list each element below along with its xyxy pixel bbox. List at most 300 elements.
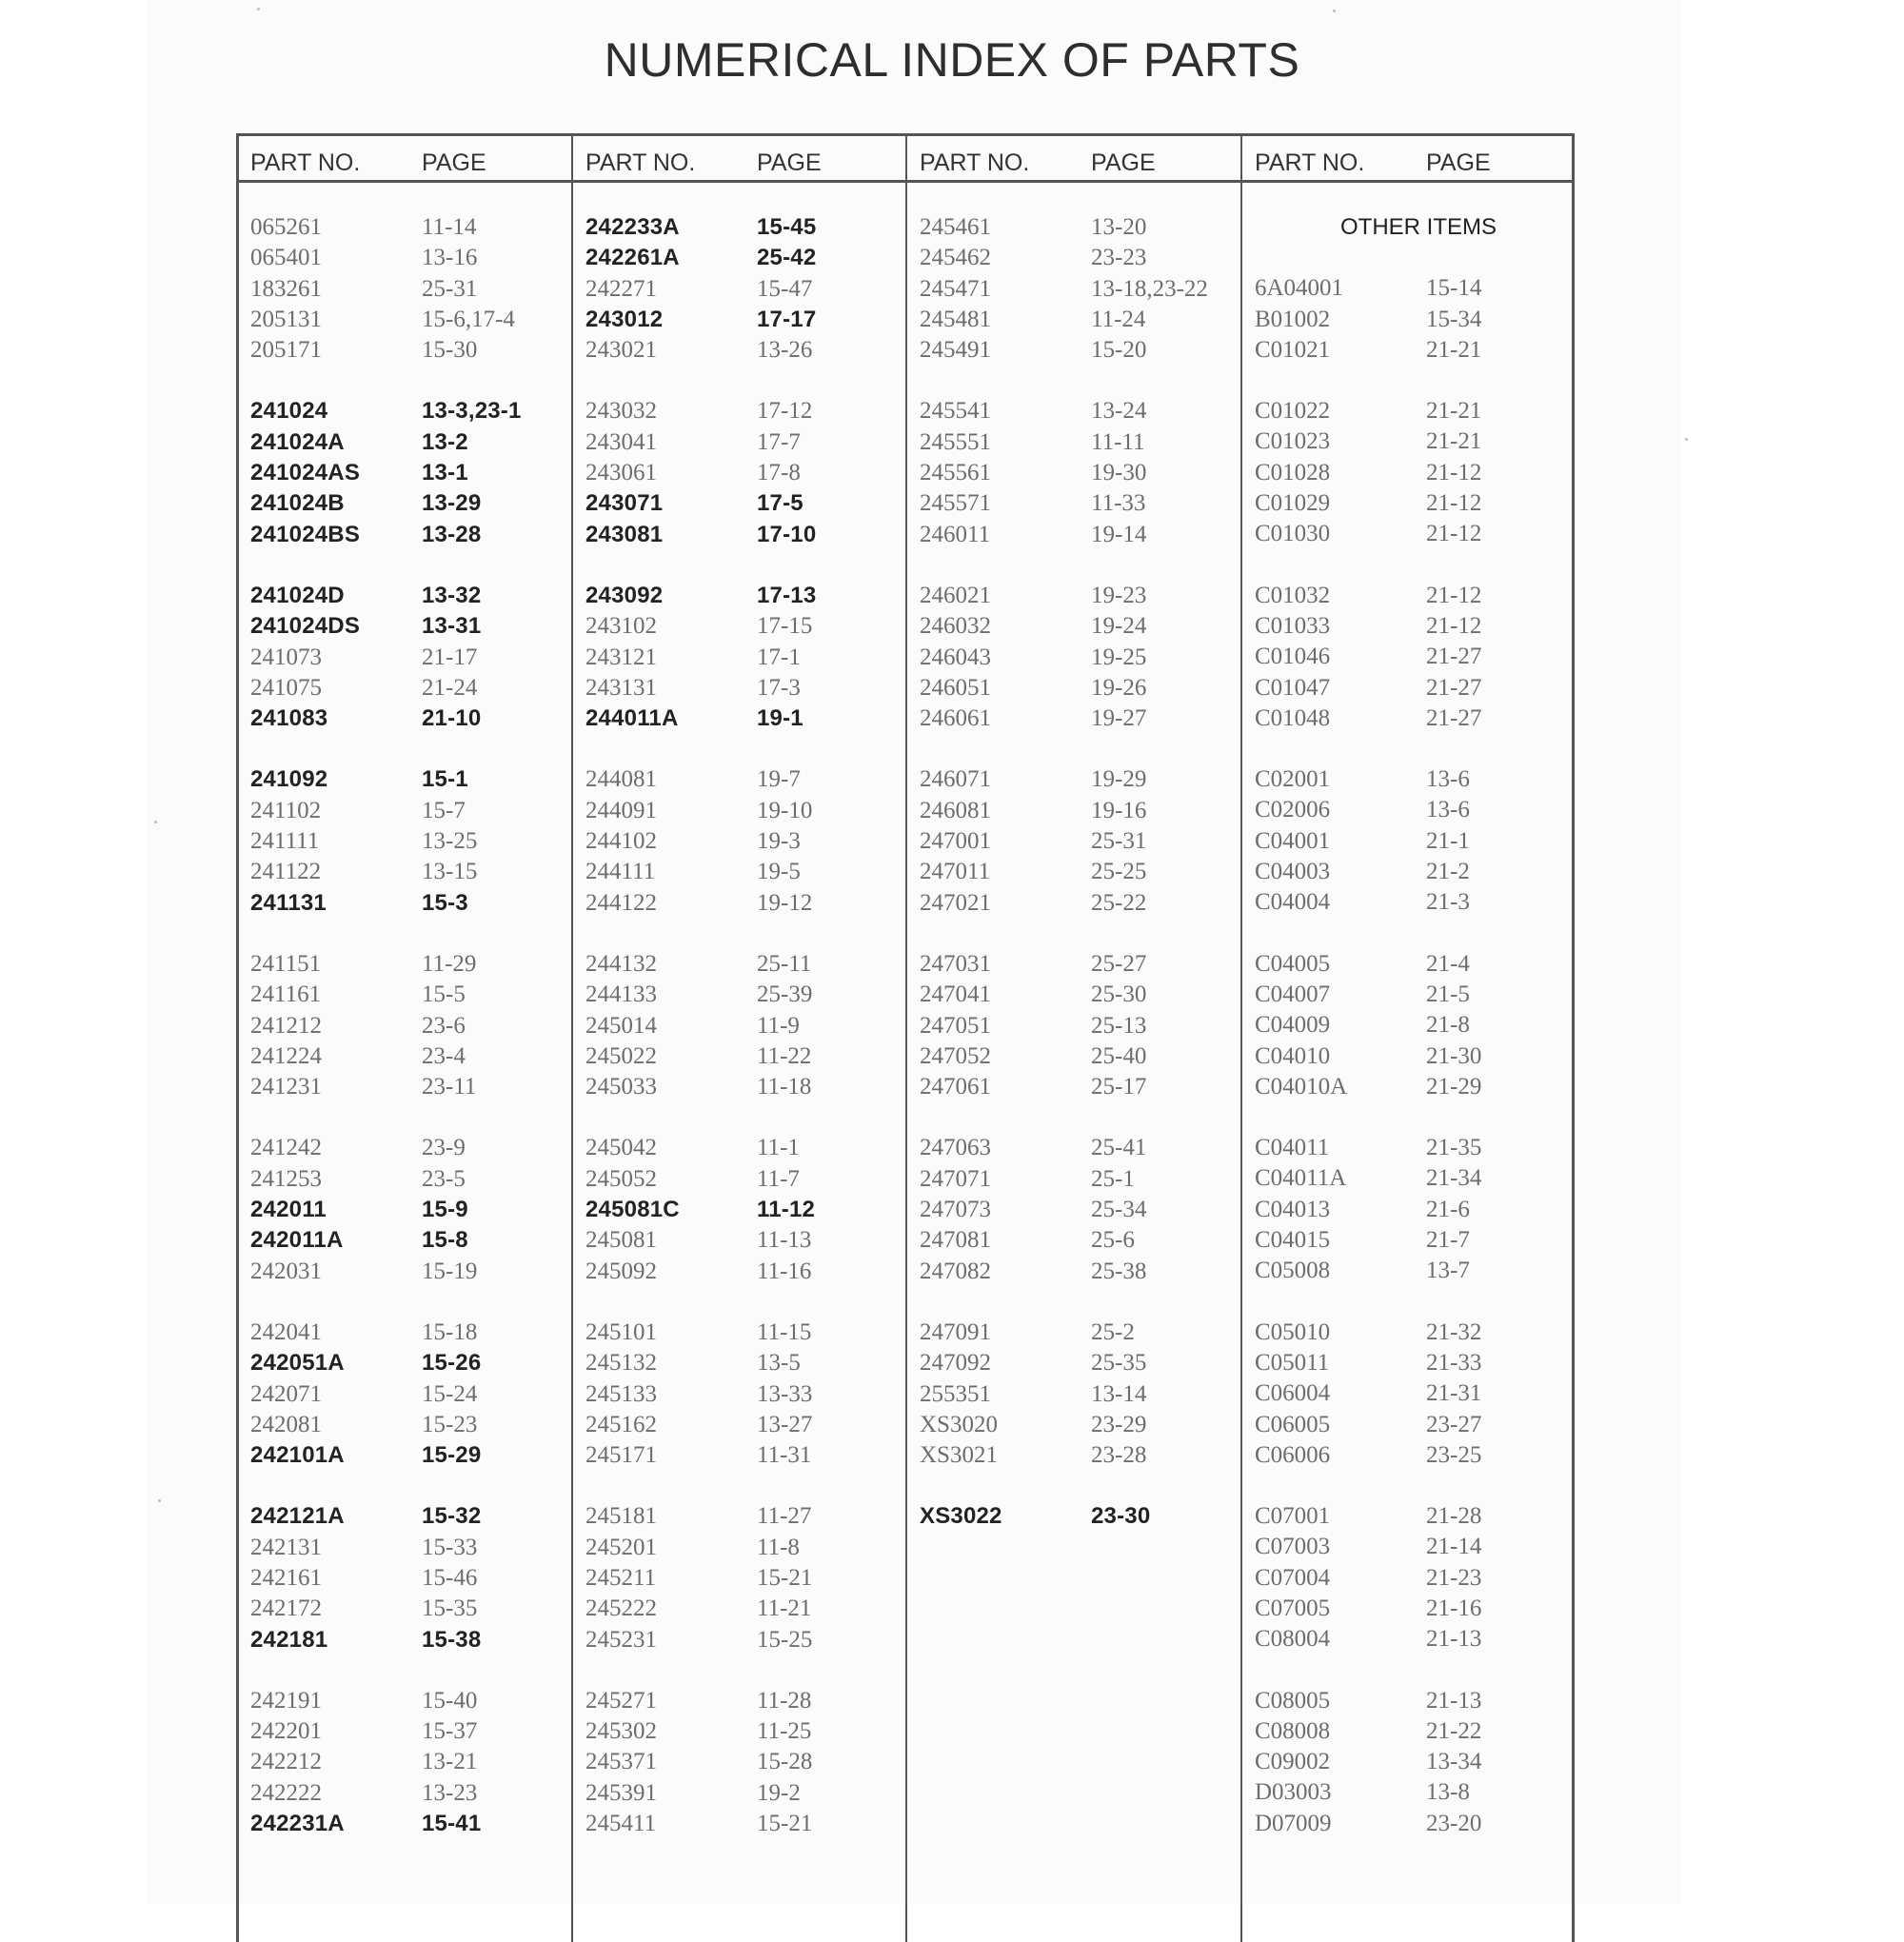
part-number: 241024AS: [250, 460, 361, 486]
page-ref: 25-17: [1091, 1074, 1147, 1100]
part-number: 241075: [250, 674, 322, 701]
page-ref: 21-22: [1426, 1717, 1482, 1744]
part-no-header: PART NO.: [585, 149, 696, 176]
part-number: 247092: [920, 1350, 991, 1377]
page-ref: 13-16: [422, 245, 478, 271]
page-ref: 19-2: [757, 1779, 801, 1806]
part-number: C04011A: [1255, 1165, 1347, 1192]
page-ref: 23-23: [1091, 245, 1147, 271]
page-ref: 11-7: [757, 1165, 800, 1192]
page-ref: 13-6: [1426, 766, 1470, 793]
part-number: 245491: [920, 337, 991, 364]
row-group: [1255, 398, 1497, 551]
page-header: PAGE: [1091, 149, 1156, 176]
part-number: 247071: [920, 1165, 991, 1192]
part-number: C07004: [1255, 1564, 1331, 1591]
page-ref: 13-20: [1091, 214, 1147, 240]
part-number: 245092: [585, 1258, 657, 1284]
page-ref: 15-3: [422, 889, 468, 916]
page-ref: 13-28: [422, 521, 482, 547]
part-number: 244102: [585, 828, 657, 855]
page-ref: 23-27: [1426, 1411, 1482, 1437]
page-ref: 11-16: [757, 1258, 812, 1284]
page-ref: 15-25: [757, 1626, 813, 1653]
page-ref: 11-18: [757, 1074, 812, 1100]
page-ref: 13-1: [422, 460, 468, 486]
part-number: 242222: [250, 1779, 322, 1806]
part-number: 245551: [920, 428, 991, 455]
part-number: 242081: [250, 1411, 322, 1437]
page-ref: 11-9: [757, 1012, 800, 1039]
index-row: [1255, 981, 1497, 1012]
part-number: 245052: [585, 1165, 657, 1192]
index-row: [1255, 1412, 1497, 1442]
row-group: [1255, 1688, 1497, 1841]
part-number: 247011: [920, 859, 991, 885]
index-row: [1255, 1749, 1497, 1779]
page-ref: 25-13: [1091, 1012, 1147, 1039]
index-row: [1255, 1319, 1497, 1350]
page-ref: 15-20: [1091, 337, 1147, 364]
page-ref: 23-4: [422, 1042, 466, 1069]
part-number: 247091: [920, 1318, 991, 1345]
column-divider: [905, 136, 907, 1942]
page-header: PAGE: [757, 149, 822, 176]
part-number: 246043: [920, 644, 991, 670]
part-number: C01028: [1255, 459, 1331, 486]
page-ref: 19-5: [757, 859, 801, 885]
index-row: [1255, 1534, 1497, 1564]
part-number: 241161: [250, 981, 322, 1008]
page-ref: 25-6: [1091, 1227, 1135, 1254]
page-ref: 15-45: [757, 214, 817, 240]
column-divider: [571, 136, 573, 1942]
page-ref: 19-14: [1091, 521, 1147, 547]
part-number: B01002: [1255, 306, 1331, 332]
part-number: C04011: [1255, 1135, 1330, 1161]
part-number: XS3022: [920, 1503, 1002, 1530]
part-number: 245211: [585, 1564, 657, 1591]
part-number: C04005: [1255, 950, 1331, 977]
part-number: C06004: [1255, 1380, 1331, 1407]
page-ref: 17-17: [757, 306, 817, 332]
page-ref: 23-25: [1426, 1441, 1482, 1468]
index-row: [1255, 889, 1497, 920]
page-ref: 21-12: [1426, 521, 1482, 547]
part-number: 242231A: [250, 1811, 345, 1837]
page-ref: 11-31: [757, 1442, 812, 1469]
part-number: 245101: [585, 1318, 657, 1345]
page-ref: 21-33: [1426, 1349, 1482, 1376]
part-number: C04015: [1255, 1227, 1331, 1254]
page-ref: 21-3: [1426, 889, 1470, 916]
part-number: 245022: [585, 1042, 657, 1069]
part-number: 241073: [250, 644, 322, 670]
page-ref: 11-25: [757, 1718, 812, 1745]
index-row: [1255, 1380, 1497, 1411]
part-number: 247001: [920, 828, 991, 855]
page-ref: 15-37: [422, 1718, 478, 1745]
page-ref: 19-29: [1091, 766, 1147, 793]
index-row: [1255, 398, 1497, 428]
part-number: 241083: [250, 705, 328, 732]
part-number: C04007: [1255, 981, 1331, 1007]
part-number: 246051: [920, 674, 991, 701]
part-number: C01023: [1255, 428, 1331, 455]
page-ref: 13-15: [422, 859, 478, 885]
part-number: 246011: [920, 521, 991, 547]
page-ref: 23-28: [1091, 1442, 1147, 1469]
part-number: 245033: [585, 1074, 657, 1100]
part-number: 244133: [585, 981, 657, 1008]
page-ref: 13-6: [1426, 797, 1470, 823]
part-number: 245391: [585, 1779, 657, 1806]
page-ref: 15-28: [757, 1749, 813, 1775]
part-number: C01029: [1255, 490, 1331, 517]
part-number: 247052: [920, 1042, 991, 1069]
page-ref: 21-13: [1426, 1626, 1482, 1653]
page-ref: 15-35: [422, 1595, 478, 1622]
part-number: C04009: [1255, 1012, 1331, 1039]
scan-speck: [257, 8, 260, 10]
page-ref: 21-4: [1426, 950, 1470, 977]
page-ref: 15-40: [422, 1687, 478, 1714]
page-ref: 21-21: [1426, 336, 1482, 363]
part-number: 243131: [585, 674, 657, 701]
part-number: C01032: [1255, 582, 1331, 608]
page-ref: 25-41: [1091, 1135, 1147, 1161]
page-ref: 21-21: [1426, 428, 1482, 455]
part-number: 242172: [250, 1595, 322, 1622]
page-ref: 21-12: [1426, 582, 1482, 608]
page-ref: 13-32: [422, 582, 482, 608]
part-number: C01021: [1255, 336, 1331, 363]
row-group: [1255, 1135, 1497, 1288]
part-number: 241131: [250, 889, 327, 916]
part-number: C05011: [1255, 1349, 1330, 1376]
page-ref: 11-15: [757, 1318, 812, 1345]
part-number: XS3021: [920, 1442, 998, 1469]
page-ref: 21-34: [1426, 1165, 1482, 1192]
page-ref: 21-27: [1426, 704, 1482, 731]
page-ref: 21-27: [1426, 644, 1482, 670]
part-number: 065261: [250, 214, 322, 240]
index-row: [1255, 275, 1497, 306]
part-number: 242071: [250, 1380, 322, 1407]
page-ref: 19-12: [757, 889, 813, 916]
page-ref: 15-1: [422, 766, 468, 793]
page-ref: 13-26: [757, 337, 813, 364]
index-row: [1255, 613, 1497, 644]
page-ref: 11-29: [422, 950, 477, 977]
page-ref: 21-23: [1426, 1564, 1482, 1591]
page-ref: 13-24: [1091, 398, 1147, 425]
page-ref: 23-30: [1091, 1503, 1151, 1530]
part-no-header: PART NO.: [250, 149, 361, 176]
part-number: 247041: [920, 981, 991, 1008]
part-number: 241151: [250, 950, 322, 977]
index-row: [1255, 1197, 1497, 1227]
index-row: [1255, 1811, 1497, 1841]
page-ref: 19-26: [1091, 674, 1147, 701]
page-ref: 15-38: [422, 1626, 482, 1653]
part-number: 246071: [920, 766, 991, 793]
part-number: 245201: [585, 1534, 657, 1560]
part-number: C01030: [1255, 521, 1331, 547]
page-ref: 11-33: [1091, 490, 1146, 517]
page-ref: 25-11: [757, 950, 812, 977]
row-group: [1255, 583, 1497, 736]
part-number: 242181: [250, 1626, 328, 1653]
index-row: [1255, 1350, 1497, 1380]
part-number: 243061: [585, 460, 657, 486]
page-ref: 21-7: [1426, 1227, 1470, 1254]
page-ref: 21-10: [422, 705, 482, 732]
part-number: C01046: [1255, 644, 1331, 670]
part-number: 244091: [585, 797, 657, 823]
part-number: 243092: [585, 582, 664, 608]
other-items-heading: OTHER ITEMS: [1340, 214, 1497, 240]
part-number: 245471: [920, 275, 991, 302]
part-number: C08004: [1255, 1626, 1331, 1653]
index-row: [1255, 766, 1497, 797]
page-ref: 17-8: [757, 460, 801, 486]
part-number: 241224: [250, 1042, 322, 1069]
part-number: C06006: [1255, 1441, 1331, 1468]
header-rule: [239, 180, 1572, 183]
page-ref: 13-29: [422, 490, 482, 517]
scan-speck: [1333, 10, 1336, 12]
row-group: [1255, 275, 1497, 367]
part-number: 245081C: [585, 1197, 680, 1223]
index-row: [1255, 490, 1497, 521]
part-number: C04010A: [1255, 1073, 1348, 1100]
part-number: 243032: [585, 398, 657, 425]
part-number: 241024B: [250, 490, 345, 517]
page-ref: 11-28: [757, 1687, 812, 1714]
page-title: NUMERICAL INDEX OF PARTS: [604, 33, 1300, 87]
part-number: 243121: [585, 644, 657, 670]
part-number: C08008: [1255, 1717, 1331, 1744]
part-number: 245081: [585, 1227, 657, 1254]
index-row: [1255, 1258, 1497, 1288]
page-ref: 13-34: [1426, 1749, 1482, 1775]
index-row: [1255, 1565, 1497, 1595]
part-number: C07003: [1255, 1534, 1331, 1560]
part-number: 243081: [585, 521, 664, 547]
column-divider: [1240, 136, 1242, 1942]
page-ref: 11-11: [1091, 428, 1145, 455]
part-number: 245481: [920, 306, 991, 332]
page-ref: 21-32: [1426, 1318, 1482, 1345]
part-number: 244122: [585, 889, 657, 916]
page-ref: 11-8: [757, 1534, 800, 1560]
page-ref: 23-20: [1426, 1810, 1482, 1836]
part-no-header: PART NO.: [920, 149, 1030, 176]
page-ref: 25-34: [1091, 1197, 1147, 1223]
part-number: 245302: [585, 1718, 657, 1745]
page-ref: 21-12: [1426, 612, 1482, 639]
part-number: C04010: [1255, 1042, 1331, 1069]
page-ref: 21-29: [1426, 1073, 1482, 1100]
page-ref: 11-1: [757, 1135, 800, 1161]
page-ref: 19-10: [757, 797, 813, 823]
page-ref: 15-7: [422, 797, 466, 823]
index-row: [1255, 521, 1497, 551]
part-number: 242233A: [585, 214, 680, 240]
page-ref: 17-15: [757, 613, 813, 640]
part-number: 241122: [250, 859, 322, 885]
part-number: 247081: [920, 1227, 991, 1254]
part-number: 243041: [585, 428, 657, 455]
part-number: 241102: [250, 797, 322, 823]
page-ref: 13-2: [422, 428, 468, 455]
page-ref: 15-30: [422, 337, 478, 364]
page-ref: 25-31: [422, 275, 478, 302]
part-number: C05010: [1255, 1318, 1331, 1345]
part-number: 246061: [920, 705, 991, 732]
index-row: [1255, 797, 1497, 827]
page-ref: 21-31: [1426, 1380, 1482, 1407]
part-number: 242212: [250, 1749, 322, 1775]
page-ref: 13-18,23-22: [1091, 275, 1208, 302]
page-ref: 13-8: [1426, 1779, 1470, 1806]
page-ref: 25-31: [1091, 828, 1147, 855]
page-ref: 11-12: [757, 1197, 816, 1223]
index-row: [1255, 428, 1497, 459]
page-ref: 11-14: [422, 214, 477, 240]
page-ref: 21-5: [1426, 981, 1470, 1007]
part-number: 065401: [250, 245, 322, 271]
scan-speck: [154, 821, 157, 823]
part-number: 242131: [250, 1534, 322, 1560]
page-ref: 19-7: [757, 766, 801, 793]
page-ref: 21-12: [1426, 459, 1482, 486]
part-number: 245222: [585, 1595, 657, 1622]
page-ref: 19-16: [1091, 797, 1147, 823]
page-ref: 21-2: [1426, 859, 1470, 885]
page-ref: 15-47: [757, 275, 813, 302]
page-ref: 25-30: [1091, 981, 1147, 1008]
part-number: 241231: [250, 1074, 322, 1100]
part-number: C09002: [1255, 1749, 1331, 1775]
part-number: 245571: [920, 490, 991, 517]
part-number: 247073: [920, 1197, 991, 1223]
part-number: XS3020: [920, 1411, 998, 1437]
page-ref: 13-27: [757, 1411, 813, 1437]
part-number: 242191: [250, 1687, 322, 1714]
part-number: 245181: [585, 1503, 657, 1530]
index-column: [1255, 214, 1497, 1872]
part-number: 242271: [585, 275, 657, 302]
part-number: 247082: [920, 1258, 991, 1284]
index-row: [1255, 1074, 1497, 1104]
scan-speck: [1685, 438, 1688, 441]
part-number: 244011A: [585, 705, 679, 732]
page-ref: 13-5: [757, 1350, 801, 1377]
part-number: 245171: [585, 1442, 657, 1469]
part-no-header: PART NO.: [1255, 149, 1365, 176]
index-row: [1255, 1718, 1497, 1749]
page-header: PAGE: [422, 149, 486, 176]
part-number: C02001: [1255, 766, 1331, 793]
index-row: [1255, 1165, 1497, 1196]
page-ref: 15-5: [422, 981, 466, 1008]
page-ref: 25-1: [1091, 1165, 1135, 1192]
page-ref: 21-8: [1426, 1012, 1470, 1039]
part-number: 245042: [585, 1135, 657, 1161]
part-number: 246021: [920, 582, 991, 608]
part-number: 241242: [250, 1135, 322, 1161]
page-ref: 15-41: [422, 1811, 482, 1837]
index-row: [1255, 583, 1497, 613]
page-ref: 25-22: [1091, 889, 1147, 916]
page-ref: 21-30: [1426, 1042, 1482, 1069]
parts-index-table: [236, 133, 1575, 1942]
part-number: 247031: [920, 950, 991, 977]
part-number: 242011: [250, 1197, 327, 1223]
index-row: [1255, 644, 1497, 674]
part-number: 247021: [920, 889, 991, 916]
page-ref: 21-35: [1426, 1135, 1482, 1161]
page-ref: 23-6: [422, 1012, 466, 1039]
page-header: PAGE: [1426, 149, 1491, 176]
page-ref: 15-21: [757, 1811, 813, 1837]
row-group: [1255, 951, 1497, 1104]
part-number: 245271: [585, 1687, 657, 1714]
page-ref: 15-29: [422, 1442, 482, 1469]
part-number: 242201: [250, 1718, 322, 1745]
part-number: C04013: [1255, 1196, 1331, 1222]
part-number: 241111: [250, 828, 320, 855]
part-number: 6A04001: [1255, 275, 1344, 302]
page-ref: 23-11: [422, 1074, 477, 1100]
index-row: [1255, 307, 1497, 337]
part-number: 241253: [250, 1165, 322, 1192]
index-row: [1255, 1595, 1497, 1626]
part-number: C07005: [1255, 1595, 1331, 1621]
page-ref: 17-1: [757, 644, 801, 670]
page-ref: 15-24: [422, 1380, 478, 1407]
part-number: C01022: [1255, 398, 1331, 425]
part-number: 241024BS: [250, 521, 361, 547]
page-ref: 21-13: [1426, 1687, 1482, 1714]
page-ref: 25-39: [757, 981, 813, 1008]
page-ref: 13-33: [757, 1380, 813, 1407]
page-ref: 17-12: [757, 398, 813, 425]
page-ref: 19-1: [757, 705, 803, 732]
page-ref: 23-5: [422, 1165, 466, 1192]
page-ref: 23-29: [1091, 1411, 1147, 1437]
page-ref: 13-3,23-1: [422, 398, 522, 425]
part-number: 246032: [920, 613, 991, 640]
index-row: [1255, 1442, 1497, 1473]
part-number: 244081: [585, 766, 657, 793]
part-number: 247061: [920, 1074, 991, 1100]
part-number: 241024A: [250, 428, 345, 455]
page-ref: 13-23: [422, 1779, 478, 1806]
part-number: C06005: [1255, 1411, 1331, 1437]
part-number: 255351: [920, 1380, 991, 1407]
page-ref: 19-25: [1091, 644, 1147, 670]
part-number: 242121A: [250, 1503, 345, 1530]
part-number: 245162: [585, 1411, 657, 1437]
page-ref: 13-25: [422, 828, 478, 855]
page-ref: 11-22: [757, 1042, 812, 1069]
page-ref: 21-17: [422, 644, 478, 670]
index-row: [1255, 675, 1497, 705]
part-number: 243021: [585, 337, 657, 364]
